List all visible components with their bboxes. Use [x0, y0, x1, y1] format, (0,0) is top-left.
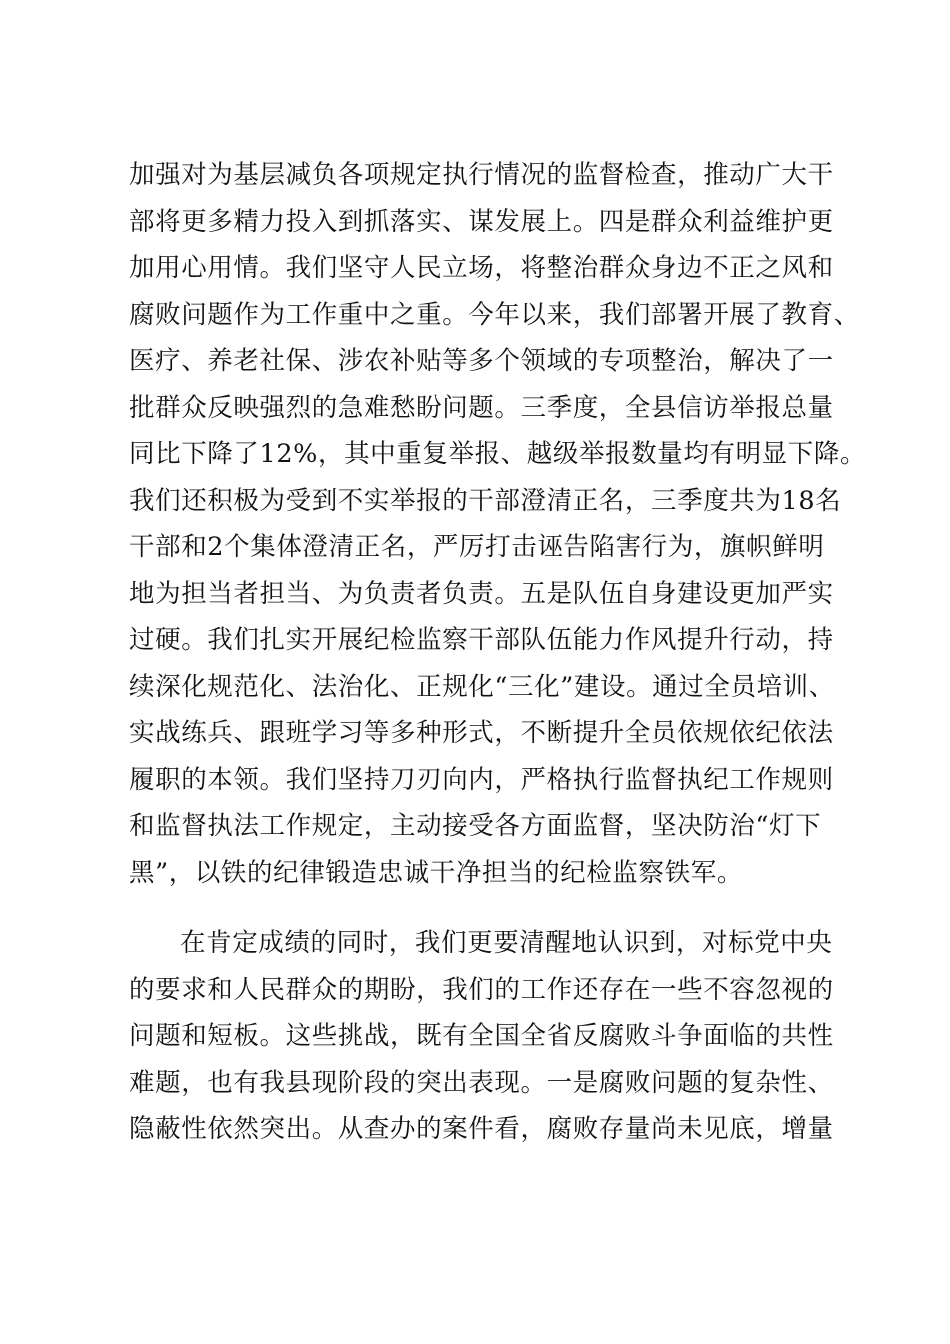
- text-line: 部将更多精力投入到抓落实、谋发展上。四是群众利益维护更: [129, 206, 834, 237]
- text-line: 地为担当者担当、为负责者负责。五是队伍自身建设更加严实: [129, 578, 834, 609]
- text-line: 问题和短板。这些挑战，既有全国全省反腐败斗争面临的共性: [129, 1021, 834, 1051]
- text-line: 履职的本领。我们坚持刀刃向内，严格执行监督执纪工作规则: [129, 764, 834, 795]
- text-line: 腐败问题作为工作重中之重。今年以来，我们部署开展了教育、: [129, 299, 860, 330]
- text-line: 医疗、养老社保、涉农补贴等多个领域的专项整治，解决了一: [129, 346, 834, 376]
- text-line: 和监督执法工作规定，主动接受各方面监督，坚决防治“灯下: [129, 811, 822, 841]
- text-line: 我们还积极为受到不实举报的干部澄清正名，三季度共为18名: [129, 485, 842, 516]
- text-line-indented: 在肯定成绩的同时，我们更要清醒地认识到，对标党中央: [180, 928, 833, 958]
- text-line: 续深化规范化、法治化、正规化“三化”建设。通过全员培训、: [129, 671, 835, 702]
- text-line: 干部和2个集体澄清正名，严厉打击诬告陷害行为，旗帜鲜明: [129, 532, 825, 562]
- text-line: 隐蔽性依然突出。从查办的案件看，腐败存量尚未见底，增量: [129, 1114, 834, 1144]
- text-line: 加用心用情。我们坚守人民立场，将整治群众身边不正之风和: [129, 253, 834, 283]
- text-line: 同比下降了12%，其中重复举报、越级举报数量均有明显下降。: [129, 439, 867, 469]
- paragraph-1: [129, 152, 867, 896]
- text-line: 难题，也有我县现阶段的突出表现。一是腐败问题的复杂性、: [129, 1067, 834, 1098]
- text-line: 过硬。我们扎实开展纪检监察干部队伍能力作风提升行动，持: [129, 625, 834, 655]
- text-line: 加强对为基层减负各项规定执行情况的监督检查，推动广大干: [129, 160, 834, 190]
- text-line: 实战练兵、跟班学习等多种形式，不断提升全员依规依纪依法: [129, 718, 834, 748]
- text-line: 的要求和人民群众的期盼，我们的工作还存在一些不容忽视的: [129, 974, 834, 1005]
- text-line: 黑”，以铁的纪律锻造忠诚干净担当的纪检监察铁军。: [129, 857, 743, 888]
- text-line: 批群众反映强烈的急难愁盼问题。三季度，全县信访举报总量: [129, 392, 834, 423]
- paragraph-2: [129, 920, 844, 1153]
